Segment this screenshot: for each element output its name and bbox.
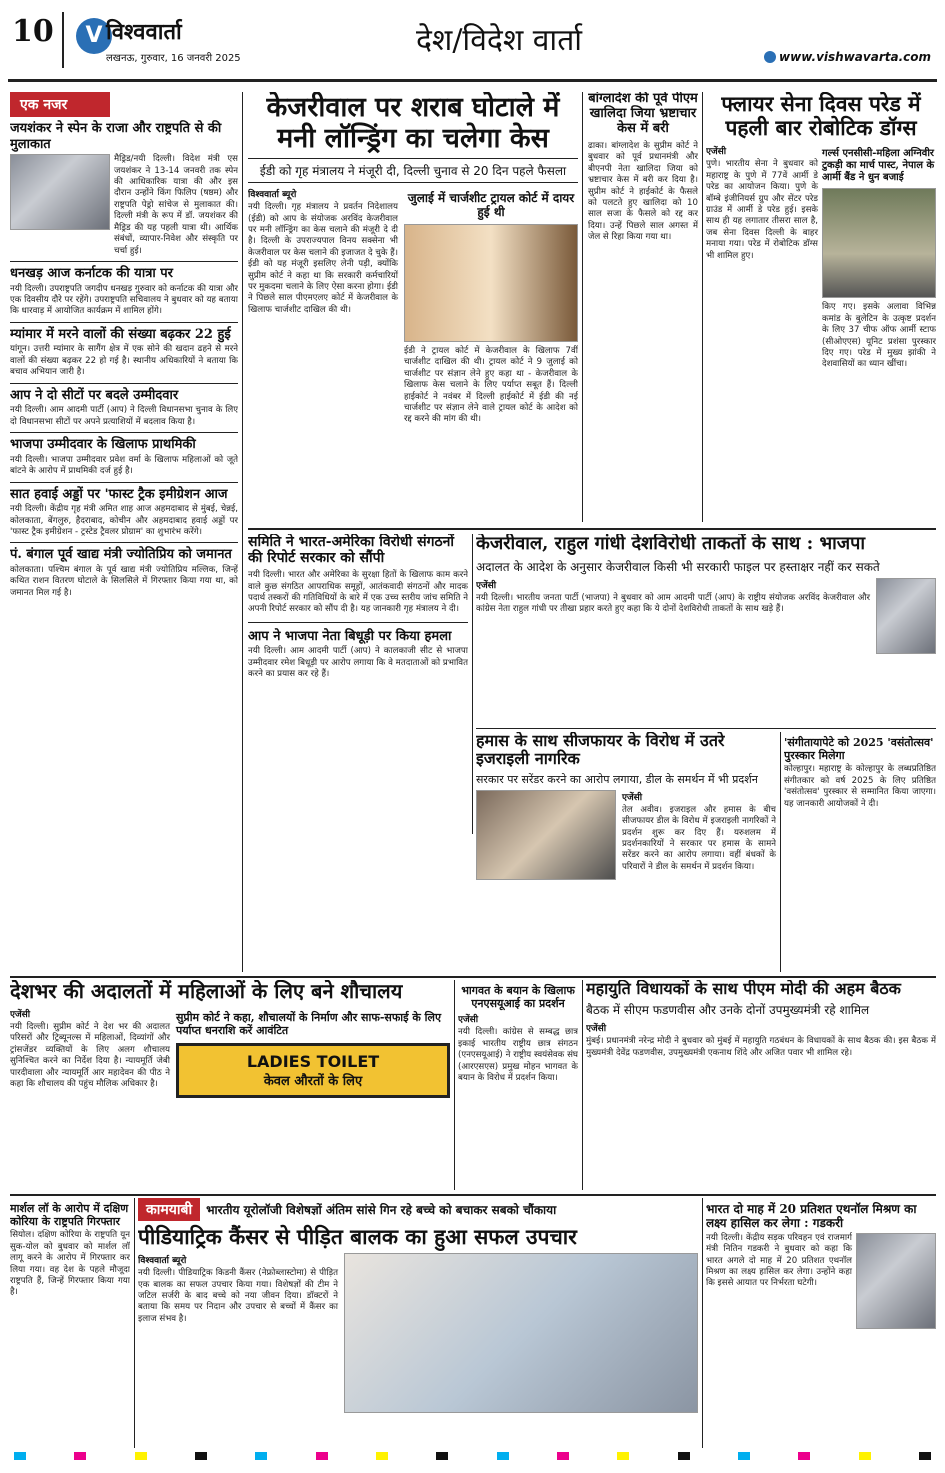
robotic-side-head: गर्ल्स एनसीसी-महिला अग्निवीर टुकड़ी का मार्च पास्ट, नेपाल के आर्मी बैंड ने धुन बजाई <box>822 148 935 184</box>
ek-nazar-column <box>10 92 238 972</box>
masthead <box>8 8 937 82</box>
samiti-story <box>248 534 468 834</box>
rahul-kejriwal-story <box>476 534 936 724</box>
lead-sub-body: ईडी ने ट्रायल कोर्ट में केजरीवाल के खिलाफ 7वीं चार्जशीट दाखिल की थी। ट्रायल कोर्ट ने 9 जुलाई को चार्जशीट पर संज्ञान लेने हुए कहा था - केजरीवाल के खिलाफ केस चलाने के लिए पर्याप्त सबूत हैं। दिल्ली हाईकोर्ट ने नवंबर में दिल्ली हाईकोर्ट में ईडी की नई चार्जशीट पर संज्ञान लेने वाले ट्रायल कोर्ट के आदेश को रद्द करने की मांग की थी। <box>404 345 578 425</box>
protest-photo <box>476 790 616 880</box>
brief-body: नयी दिल्ली। आम आदमी पार्टी (आप) ने दिल्ली विधानसभा चुनाव के लिए दो विधानसभा सीटों पर अपने प्रत्याशियों में बदलाव किया है। <box>10 405 238 427</box>
hamas-deck: सरकार पर सरेंडर करने का आरोप लगाया, डील के समर्थन में भी प्रदर्शन <box>476 772 758 786</box>
dateline: लखनऊ, गुरुवार, 16 जनवरी 2025 <box>106 53 241 64</box>
lead-headline-line1: केजरीवाल पर शराब घोटाले में <box>266 92 560 123</box>
hospital-photo <box>344 1253 698 1413</box>
jaishankar-photo <box>10 154 110 230</box>
vasantotsav-body: कोल्हापुर। महाराष्ट्र के कोल्हापुर के लब्धप्रतिष्ठित संगीतकार को वर्ष 2025 के लिए प्रतिष्ठित 'वसंतोत्सव' पुरस्कार से सम्मानित किया जाएगा। यह जानकारी आयोजकों ने दी। <box>784 764 936 809</box>
shauchalay-side-head: सुप्रीम कोर्ट ने कहा, शौचालयों के निर्माण और साफ-सफाई के लिए पर्याप्त धनराशि करें आवंटित <box>176 1011 442 1038</box>
brief-headline: सात हवाई अड्डों पर 'फास्ट ट्रैक इमीग्रेशन आज <box>10 486 228 502</box>
hamas-body: तेल अवीव। इजराइल और हमास के बीच सीजफायर डील के विरोध में इजराइली नागरिकों ने प्रदर्शन शुरू कर दिए हैं। यरुशलम में प्रदर्शनकारियों ने सरकार पर हमास के सामने सरेंडर करने का आरोप लगाया। वहीं बंधकों के परिवारों ने डील के समर्थन में प्रदर्शन किया। <box>622 804 776 872</box>
byline: एजेंसी <box>622 792 643 803</box>
byline: एजेंसी <box>10 1010 31 1020</box>
page-number: 10 <box>12 14 54 49</box>
brief-body: यांगून। उत्तरी म्यांमार के सागैंग क्षेत्र में एक सोने की खदान ढहने से मरने वालों की संख्या बढ़कर 22 हो गई है। स्थानीय अधिकारियों ने बताया कि बचाव अभियान जारी है। <box>10 344 238 378</box>
mahayuti-story <box>586 980 936 1190</box>
shauchalay-body: नयी दिल्ली। सुप्रीम कोर्ट ने देश भर की अदालत परिसरों और ट्रिब्यूनल्स में महिलाओं, दिव्यांगों और ट्रांसजेंडर व्यक्तियों के लिए अलग शौचालय सुनिश्चित करने का निर्देश दिया है। न्यायमूर्ति जेबी पारदीवाला और न्यायमूर्ति आर महादेवन की पीठ ने कहा कि शौचालय की पहुंच मौलिक अधिकार है। <box>10 1022 170 1090</box>
mahayuti-deck: बैठक में सीएम फडणवीस और उनके दोनों उपमुख्यमंत्री रहे शामिल <box>586 1003 870 1018</box>
korea-story <box>10 1198 130 1448</box>
samiti-body: नयी दिल्ली। भारत और अमेरिका के सुरक्षा हितों के खिलाफ काम करने वाले कुछ संगठित आपराधिक समूहों, आतंकवादी संगठनों और मादक पदार्थ तस्करों की गतिविधियों के बारे में एक उच्च स्तरीय जांच समिति ने अपनी रिपोर्ट सरकार को सौंप दी है। यह जानकारी गृह मंत्रालय ने दी। <box>248 570 468 615</box>
bidhuri-headline: आप ने भाजपा नेता बिधूड़ी पर किया हमला <box>248 628 452 644</box>
robotic-side-body: किए गए। इसके अलावा विभिन्न कमांड के बुलेटिन के उत्कृष्ट प्रदर्शन के लिए 37 चीफ ऑफ आर्मी स्टाफ (सीओएएस) यूनिट प्रशंसा पुरस्कार दिए गए। परेड में मुख्य झांकी ने देशवासियों का ध्यान खींचा। <box>822 302 936 370</box>
brief-headline: आप ने दो सीटों पर बदले उम्मीदवार <box>10 387 179 403</box>
brief-body: नयी दिल्ली। केंद्रीय गृह मंत्री अमित शाह आज अहमदाबाद से मुंबई, चेन्नई, कोलकाता, बेंगलुरु, हैदराबाद, कोचीन और अहमदाबाद हवाई अड्डों पर 'फास्ट ट्रैक इमीग्रेशन - ट्रस्टेड ट्रैवलर प्रोग्राम' का शुभारंभ करेंगे। <box>10 504 238 538</box>
robotic-headline-line1: फ्लायर सेना दिवस परेड में <box>721 92 921 116</box>
cancer-body: नयी दिल्ली। पीडियाट्रिक किडनी कैंसर (नेफ्रोब्लास्टोमा) से पीड़ित एक बालक का सफल उपचार किया गया। विशेषज्ञों की टीम ने जटिल सर्जरी के बाद बच्चे को नया जीवन दिया। डॉक्टरों ने बताया कि समय पर निदान और उपचार से बच्चों में कैंसर का इलाज संभव है। <box>138 1268 338 1324</box>
lead-deck: ईडी को गृह मंत्रालय ने मंजूरी दी, दिल्ली चुनाव से 20 दिन पहले फैसला <box>248 158 578 183</box>
brief-headline: म्यांमार में मरने वालों की संख्या बढ़कर 22 हुई <box>10 326 231 342</box>
ed-kejriwal-photo <box>404 224 578 342</box>
vasantotsav-headline: 'संगीतायापेटे को 2025 'वसंतोत्सव' पुरस्कार मिलेगा <box>784 736 934 763</box>
bidhuri-body: नयी दिल्ली। आम आदमी पार्टी (आप) ने कालकाजी सीट से भाजपा उम्मीदवार रमेश बिधूड़ी पर आरोप लगाया कि वे मतदाताओं को प्रभावित करने का प्रयास कर रहे हैं। <box>248 646 468 680</box>
byline: एजेंसी <box>476 580 497 591</box>
rahul-body: नयी दिल्ली। भारतीय जनता पार्टी (भाजपा) ने बुधवार को आम आदमी पार्टी (आप) के राष्ट्रीय संयोजक अरविंद केजरीवाल और कांग्रेस नेता राहुल गांधी पर तीखा प्रहार करते हुए कहा कि ये दोनों देशविरोधी ताकतों के साथ खड़े हैं। <box>476 592 870 615</box>
logo-v-icon: V <box>76 18 112 54</box>
cancer-kicker: भारतीय यूरोलॉजी विशेषज्ञों अंतिम सांसे गिन रहे बच्चे को बचाकर सबको चौंकाया <box>206 1203 557 1217</box>
brief-headline: जयशंकर ने स्पेन के राजा और राष्ट्रपति से की मुलाकात <box>10 121 222 152</box>
gadkari-headline: भारत दो माह में 20 प्रतिशत एथनॉल मिश्रण का लक्ष्य हासिल कर लेगा : गडकरी <box>706 1202 917 1231</box>
robotic-headline-line2: पहली बार रोबोटिक डॉग्स <box>725 115 917 141</box>
bangladesh-body: ढाका। बांग्लादेश के सुप्रीम कोर्ट ने बुधवार को पूर्व प्रधानमंत्री और बीएनपी नेता खालिदा जिया को भ्रष्टाचार केस में बरी कर दिया है। सुप्रीम कोर्ट ने हाईकोर्ट के फैसले को पलटते हुए खालिदा को 10 साल सजा के फैसले को रद्द कर दिया। उन्हें पिछले साल अगस्त में जेल से रिहा किया गया था। <box>588 140 698 243</box>
sign-text-en: LADIES TOILET <box>246 1052 380 1072</box>
ek-nazar-label: एक नजर <box>10 92 110 117</box>
website-text: www.vishwavarta.com <box>779 50 931 64</box>
brief-body: नयी दिल्ली। उपराष्ट्रपति जगदीप धनखड़ गुरुवार को कर्नाटक की यात्रा और एक दिवसीय दौरे पर रहेंगे। उपराष्ट्रपति सचिवालय ने बुधवार को यह बताया कि धारवाड़ में आयोजित कार्यक्रम में शामिल होंगे। <box>10 283 238 317</box>
gadkari-photo <box>856 1233 936 1329</box>
gadkari-body: नयी दिल्ली। केंद्रीय सड़क परिवहन एवं राजमार्ग मंत्री नितिन गडकरी ने बुधवार को कहा कि भारत अगले दो माह में 20 प्रतिशत एथनॉल मिश्रण का लक्ष्य हासिल कर लेगा। उन्होंने कहा कि इससे आयात पर निर्भरता घटेगी। <box>706 1232 852 1289</box>
website-link[interactable] <box>764 50 931 64</box>
lead-headline-line2: मनी लॉन्ड्रिंग का चलेगा केस <box>277 123 549 155</box>
bjp-leader-photo <box>876 578 936 654</box>
rahul-deck: अदालत के आदेश के अनुसार केजरीवाल किसी भी सरकारी फाइल पर हस्ताक्षर नहीं कर सकते <box>476 559 880 574</box>
ladies-toilet-sign <box>176 1043 450 1098</box>
brief-body: कोलकाता। पश्चिम बंगाल के पूर्व खाद्य मंत्री ज्योतिप्रिय मल्लिक, जिन्हें कथित राशन वितरण घोटाले के सिलसिले में गिरफ्तार किया गया था, को जमानत मिल गई है। <box>10 565 238 598</box>
mahayuti-body: मुंबई। प्रधानमंत्री नरेन्द्र मोदी ने बुधवार को मुंबई में महायुति गठबंधन के विधायकों के साथ बैठक की। इस बैठक में मुख्यमंत्री देवेंद्र फडणवीस, उपमुख्यमंत्री एकनाथ शिंदे और अजित पवार भी शामिल रहे। <box>586 1036 936 1058</box>
byline: एजेंसी <box>706 147 727 158</box>
gadkari-story <box>706 1198 936 1448</box>
byline: एजेंसी <box>586 1024 607 1035</box>
brand-name: विश्ववार्ता <box>106 19 182 45</box>
robotic-dogs-photo <box>822 188 936 298</box>
brief-body: मैड्रिड/नयी दिल्ली। विदेश मंत्री एस जयशंकर ने 13-14 जनवरी तक स्पेन की आधिकारिक यात्रा की और इस दौरान उन्होंने किंग फिलिप (षष्ठम) और राष्ट्रपति पेड्रो सांचेज से मुलाकात की। दिल्ली मंत्री के रूप में डॉ. जयशंकर की मैड्रिड की यह पहली यात्रा थी। आर्थिक संबंधों, व्यापार-निवेश और संस्कृति पर चर्चा हुई। <box>114 154 238 256</box>
globe-icon <box>764 51 776 63</box>
cancer-headline: पीडियाट्रिक कैंसर से पीड़ित बालक का हुआ सफल उपचार <box>138 1224 577 1249</box>
brief-headline: पं. बंगाल पूर्व खाद्य मंत्री ज्योतिप्रिय को जमानत <box>10 547 232 563</box>
brief-headline: भाजपा उम्मीदवार के खिलाफ प्राथमिकी <box>10 437 196 453</box>
hamas-headline: हमास के साथ सीजफायर के विरोध में उतरे इजराइली नागरिक <box>476 732 725 769</box>
kamyabi-tag: कामयाबी <box>138 1198 200 1221</box>
lead-body: नयी दिल्ली। गृह मंत्रालय ने प्रवर्तन निदेशालय (ईडी) को आप के संयोजक अरविंद केजरीवाल पर मनी लॉन्ड्रिंग का केस चलाने की मंजूरी दे दी है। दिल्ली के उपराज्यपाल विनय सक्सेना भी केजरीवाल पर केस चलाने की इजाजत दे चुके हैं। ईडी को यह मंजूरी इसलिए लेनी पड़ी, क्योंकि सुप्रीम कोर्ट ने कहा था कि सरकारी कर्मचारियों पर मुकदमा चलाने के लिए ऐसा करना होगा। ईडी ने पिछले साल पीएमएलए कोर्ट में केजरीवाल के खिलाफ चार्जशीट दाखिल की थी। <box>248 202 398 315</box>
lead-subhead: जुलाई में चार्जशीट ट्रायल कोर्ट में दायर हुई थी <box>407 191 575 220</box>
byline: विश्ववार्ता ब्यूरो <box>138 1256 187 1267</box>
shauchalay-headline: देशभर की अदालतों में महिलाओं के लिए बने शौचालय <box>10 980 403 1003</box>
cancer-story <box>138 1198 698 1448</box>
byline: विश्ववार्ता ब्यूरो <box>248 190 297 201</box>
brief-headline: धनखड़ आज कर्नाटक की यात्रा पर <box>10 265 173 281</box>
color-registration-bar <box>0 1452 945 1464</box>
nsui-headline: भागवत के बयान के खिलाफ एनएसयूआई का प्रदर्शन <box>461 984 575 1011</box>
kejriwal-lead-story <box>248 92 578 522</box>
robotic-dogs-story <box>706 92 936 522</box>
brief-body: नयी दिल्ली। भाजपा उम्मीदवार प्रवेश वर्मा के खिलाफ महिलाओं को जूते बांटने के आरोप में प्राथमिकी दर्ज हुई है। <box>10 454 238 477</box>
korea-body: सियोल। दक्षिण कोरिया के राष्ट्रपति यून सुक-योल को बुधवार को मार्शल लॉ लागू करने के आरोप में गिरफ्तार कर लिया गया। वह देश के पहले मौजूदा राष्ट्रपति हैं, जिन्हें गिरफ्तार किया गया है। <box>10 1230 130 1298</box>
vasantotsav-story <box>784 732 936 972</box>
samiti-headline: समिति ने भारत-अमेरिका विरोधी संगठनों की रिपोर्ट सरकार को सौंपी <box>248 534 454 567</box>
nsui-body: नयी दिल्ली। कांग्रेस से सम्बद्ध छात्र इकाई भारतीय राष्ट्रीय छात्र संगठन (एनएसयूआई) ने राष्ट्रीय स्वयंसेवक संघ (आरएसएस) प्रमुख मोहन भागवत के बयान के विरोध में प्रदर्शन किया। <box>458 1027 578 1084</box>
robotic-body: पुणे। भारतीय सेना ने बुधवार को महाराष्ट्र के पुणे में 77वें आर्मी डे परेड का आयोजन किया। पुणे के बॉम्बे इंजीनियर्स ग्रुप और सेंटर परेड ग्राउंड में आर्मी डे परेड हुई। इसके साथ ही यह लगातार तीसरा साल है, जब सेना दिवस दिल्ली के बाहर मनाया गया। परेड में रोबोटिक डॉग्स भी शामिल हुए। <box>706 159 818 261</box>
section-title: देश/विदेश वार्ता <box>416 23 583 58</box>
mahayuti-headline: महायुति विधायकों के साथ पीएम मोदी की अहम बैठक <box>586 980 901 998</box>
nsui-story <box>458 980 578 1190</box>
bangladesh-story <box>588 92 698 522</box>
byline: एजेंसी <box>458 1015 479 1026</box>
hamas-story <box>476 732 776 972</box>
shauchalay-story <box>10 980 450 1190</box>
korea-headline: मार्शल लॉ के आरोप में दक्षिण कोरिया के राष्ट्रपति गिरफ्तार <box>10 1202 129 1229</box>
sign-text-hi: केवल औरतों के लिए <box>263 1074 363 1090</box>
bangladesh-headline: बांग्लादेश की पूर्व पीएम खालिदा जिया भ्रष्टाचार केस में बरी <box>588 92 698 136</box>
rahul-headline: केजरीवाल, राहुल गांधी देशविरोधी ताकतों के साथ : भाजपा <box>476 534 866 554</box>
